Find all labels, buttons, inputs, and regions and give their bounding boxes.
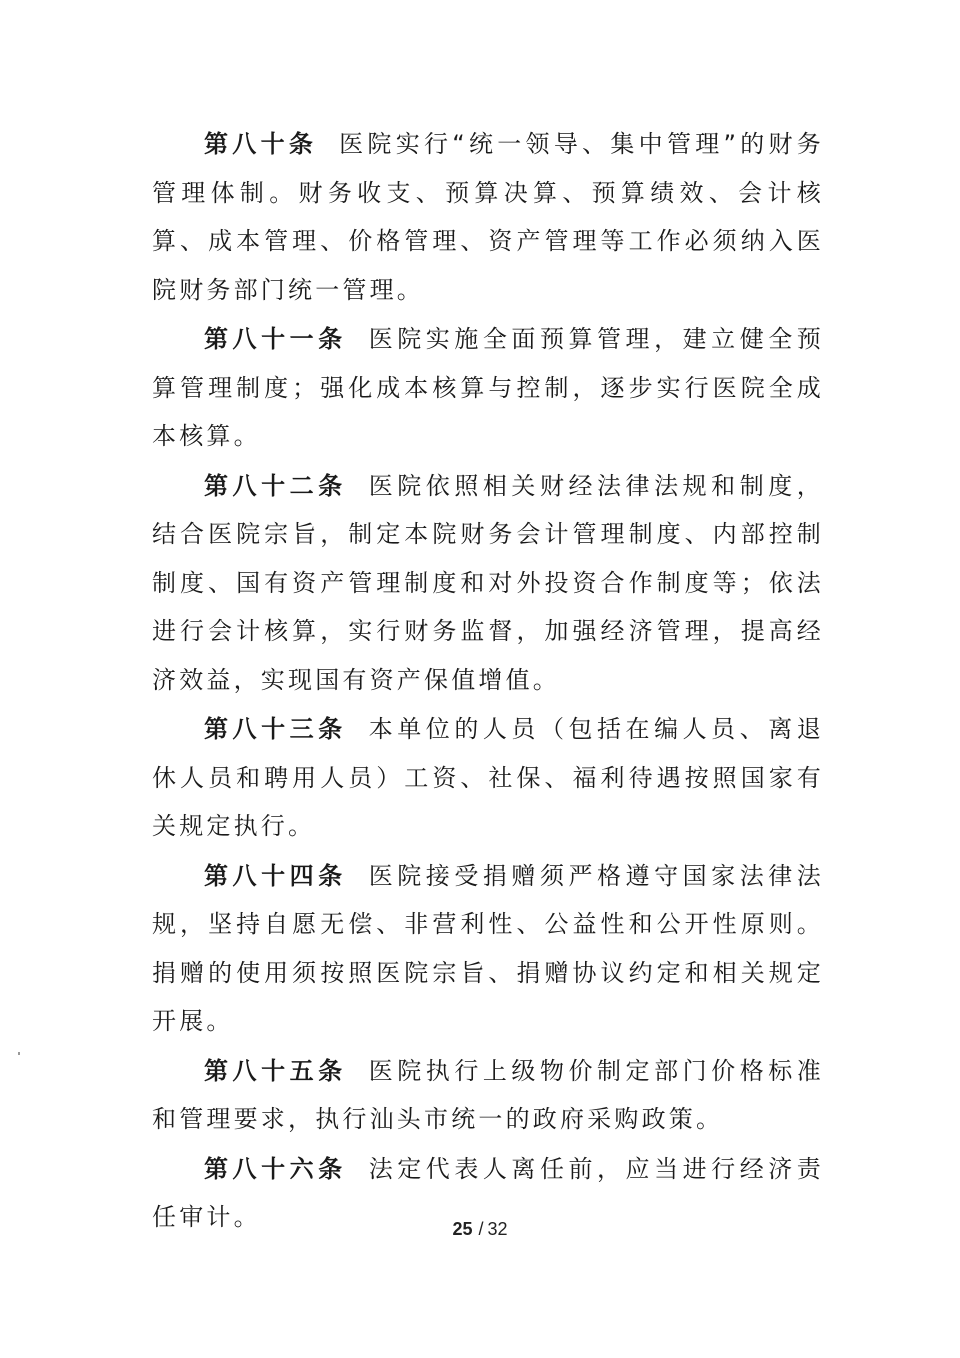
article-heading: 第八十四条 [204, 861, 347, 890]
article-text: 医院实行“统一领导、集中管理”的财务管理体制。财务收支、预算决算、预算绩效、会计核算、成本管理、价格管理、资产管理等工作必须纳入医院财务部门统一管理。 [152, 130, 824, 304]
article-heading: 第八十三条 [204, 715, 347, 743]
article-heading: 第八十一条 [204, 325, 347, 353]
article-text: 医院接受捐赠须严格遵守国家法律法规，坚持自愿无偿、非营利性、公益性和公开性原则。捐赠的使用须按照医院宗旨、捐赠协议约定和相关规定开展。 [152, 861, 824, 1035]
article-heading: 第八十五条 [204, 1056, 347, 1085]
article-83 [152, 705, 824, 851]
article-text: 医院依照相关财经法律法规和制度，结合医院宗旨，制定本院财务会计管理制度、内部控制制度、国有资产管理制度和对外投资合作制度等；依法进行会计核算，实行财务监督，加强经济管理，提高经济效益，实现国有资产保值增值。 [152, 471, 824, 694]
total-pages: 32 [487, 1219, 508, 1239]
article-text: 法定代表人离任前，应当进行经济责任审计。 [152, 1154, 824, 1231]
article-85 [152, 1047, 824, 1144]
article-text: 医院实施全面预算管理，建立健全预算管理制度；强化成本核算与控制，逐步实行医院全成本核算。 [152, 325, 824, 450]
article-heading: 第八十六条 [204, 1154, 347, 1183]
page-number [0, 1219, 960, 1240]
page-separator: / [478, 1219, 484, 1239]
article-84 [152, 852, 824, 1046]
current-page-number: 25 [452, 1219, 473, 1239]
article-82 [152, 462, 824, 705]
article-heading: 第八十条 [204, 130, 318, 158]
document-body [152, 120, 824, 1242]
article-text: 本单位的人员（包括在编人员、离退休人员和聘用人员）工资、社保、福利待遇按照国家有关规定执行。 [152, 715, 824, 840]
article-80 [152, 120, 824, 314]
article-text: 医院执行上级物价制定部门价格标准和管理要求，执行汕头市统一的政府采购政策。 [152, 1056, 824, 1133]
scan-speck [18, 1052, 20, 1055]
article-81 [152, 315, 824, 461]
article-heading: 第八十二条 [204, 471, 347, 500]
